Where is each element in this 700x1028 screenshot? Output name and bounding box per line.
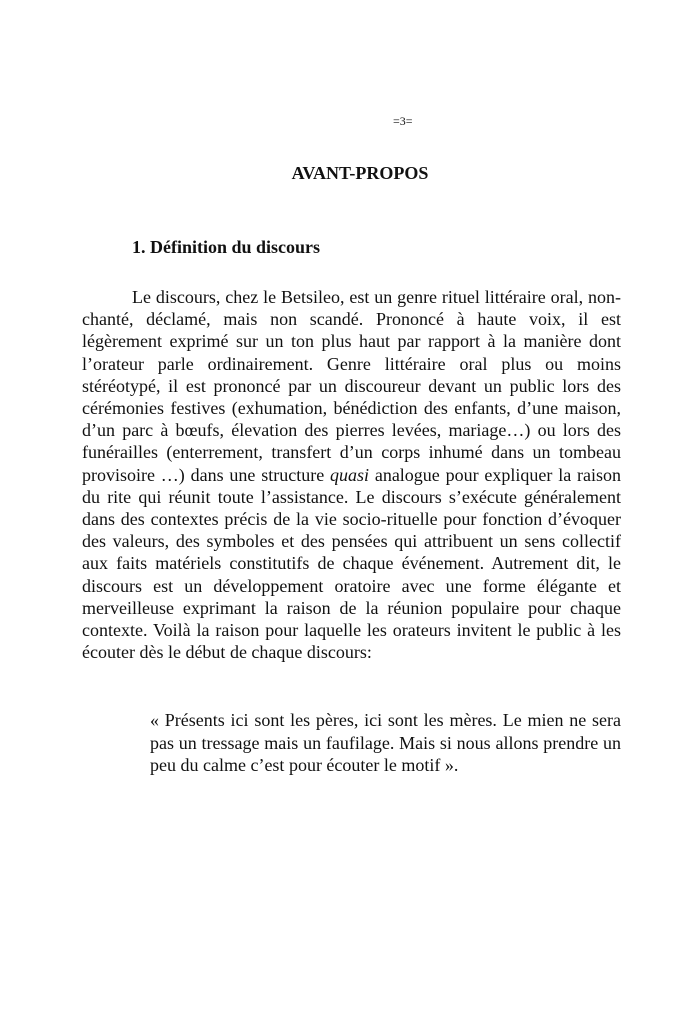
- body-paragraph-text-2: analogue pour expliquer la raison du rite qui réunit toute l’assistance. Le discours s’exécute généralement dans des contextes précis de la vie socio-rituelle pour fonction d’évoquer des valeurs, des symboles et des pensées qui attribuent un sens collectif aux faits matériels constitutifs de chaque événement. Autrement dit, le discours est un développement oratoire avec une forme élégante et merveilleuse exprimant la raison de la réunion populaire pour chaque contexte. Voilà la raison pour laquelle les orateurs invitent le public à les écouter dès le début de chaque discours:: [82, 464, 621, 663]
- page-number: =3=: [393, 114, 413, 128]
- body-paragraph: [82, 286, 621, 663]
- block-quote: « Présents ici sont les pères, ici sont les mères. Le mien ne sera pas un tressage mais un faufilage. Mais si nous allons prendre un peu du calme c’est pour écouter le motif ».: [150, 710, 621, 775]
- body-paragraph-italic-term: quasi: [330, 464, 370, 485]
- page-title: AVANT-PROPOS: [291, 163, 429, 183]
- body-paragraph-text-1: Le discours, chez le Betsileo, est un genre rituel littéraire oral, non-chanté, déclamé, mais non scandé. Prononcé à haute voix, il est légèrement exprimé sur un ton plus haut par rapport à la manière dont l’orateur parle ordinairement. Genre littéraire oral plus ou moins stéréotypé, il est prononcé par un discoureur devant un public lors des cérémonies festives (exhumation, bénédiction des enfants, d’une maison, d’un parc à bœufs, élevation des pierres levées, mariage…) ou lors des funérailles (enterrement, transfert d’un corps inhumé dans un tombeau provisoire …) dans une structure: [82, 287, 621, 485]
- section-heading: 1. Définition du discours: [132, 237, 321, 257]
